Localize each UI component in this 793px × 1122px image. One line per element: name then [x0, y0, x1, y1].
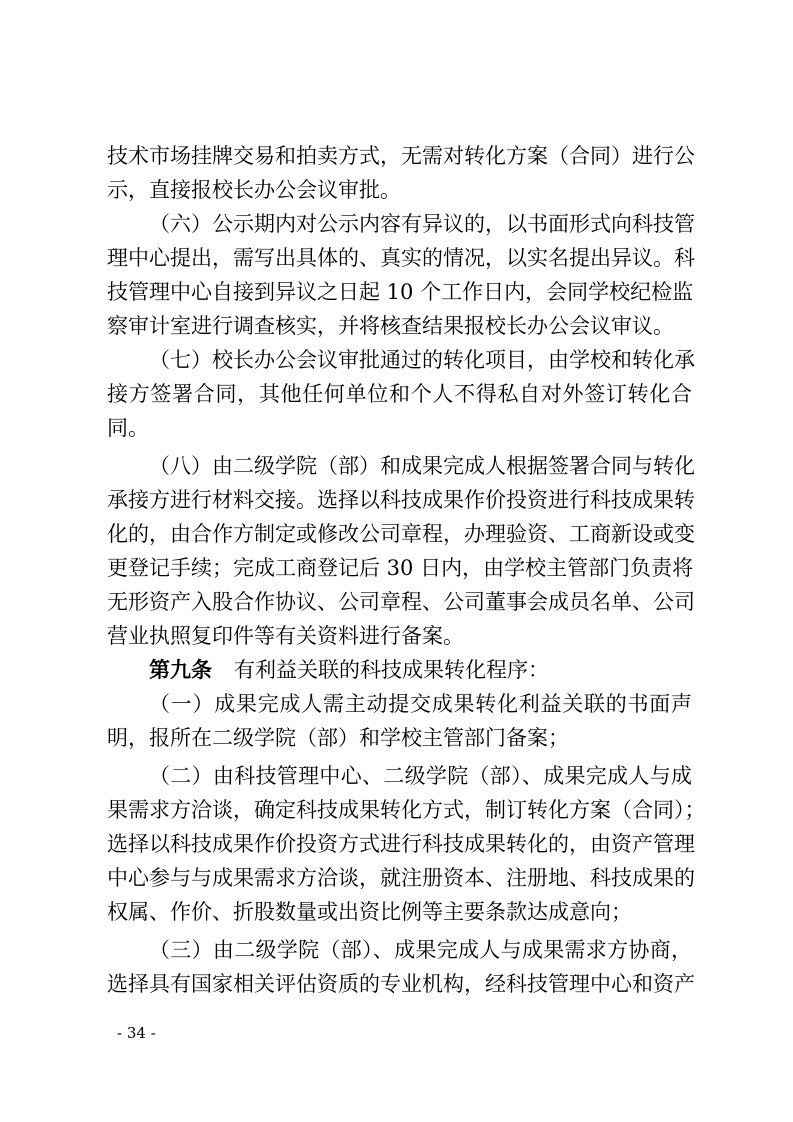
- text-line: 选择具有国家相关评估资质的专业机构，经科技管理中心和资产: [107, 972, 695, 996]
- article-heading: 第九条: [149, 658, 212, 682]
- text-line: （六）公示期内对公示内容有异议的，以书面形式向科技管: [149, 212, 695, 236]
- text-line: 同。: [107, 416, 149, 440]
- text-line: 示，直接报校长办公会议审批。: [107, 178, 401, 202]
- text-line: 更登记手续；完成工商登记后 30 日内，由学校主管部门负责将: [107, 556, 694, 580]
- text-line: 察审计室进行调查核实，并将核查结果报校长办公会议审议。: [107, 314, 674, 338]
- text-line: 技术市场挂牌交易和拍卖方式，无需对转化方案（合同）进行公: [107, 144, 695, 168]
- text-line: 营业执照复印件等有关资料进行备案。: [107, 624, 464, 648]
- text-line: 选择以科技成果作价投资方式进行科技成果转化的，由资产管理: [107, 832, 695, 856]
- text-line: 无形资产入股合作协议、公司章程、公司董事会成员名单、公司: [107, 590, 695, 614]
- text-line: （八）由二级学院（部）和成果完成人根据签署合同与转化: [149, 454, 695, 478]
- article-line: [149, 653, 549, 687]
- text-line: 中心参与与成果需求方洽谈，就注册资本、注册地、科技成果的: [107, 866, 695, 890]
- text-line: 接方签署合同，其他任何单位和个人不得私自对外签订转化合: [107, 382, 692, 406]
- text-line: 果需求方洽谈，确定科技成果转化方式，制订转化方案（合同）；: [107, 798, 706, 822]
- text-line: 承接方进行材料交接。选择以科技成果作价投资进行科技成果转: [107, 488, 695, 512]
- page-number: - 34 -: [117, 1024, 156, 1042]
- article-text: 有利益关联的科技成果转化程序：: [234, 658, 549, 682]
- text-line: 理中心提出，需写出具体的、真实的情况，以实名提出异议。科: [107, 246, 695, 270]
- text-line: （一）成果完成人需主动提交成果转化利益关联的书面声: [149, 692, 692, 716]
- text-line: 明，报所在二级学院（部）和学校主管部门备案；: [107, 726, 569, 750]
- text-line: （七）校长办公会议审批通过的转化项目，由学校和转化承: [149, 348, 695, 372]
- text-line: （三）由二级学院（部）、成果完成人与成果需求方协商，: [149, 938, 692, 962]
- text-line: （二）由科技管理中心、二级学院（部）、成果完成人与成: [149, 764, 692, 788]
- text-line: 化的，由合作方制定或修改公司章程，办理验资、工商新设或变: [107, 522, 695, 546]
- text-line: 技管理中心自接到异议之日起 10 个工作日内，会同学校纪检监: [107, 280, 694, 304]
- text-line: 权属、作价、折股数量或出资比例等主要条款达成意向；: [107, 900, 632, 924]
